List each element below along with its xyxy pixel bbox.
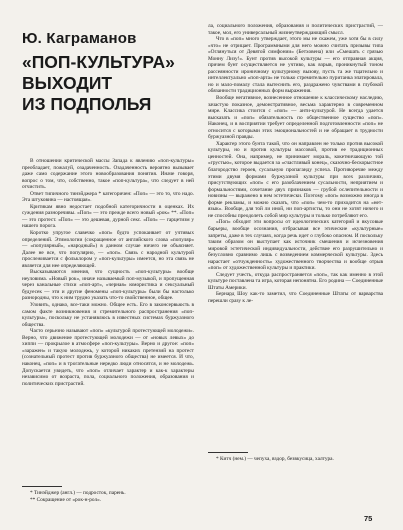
title-line-1: «ПОП-КУЛЬТУРА» <box>22 52 175 72</box>
footnotes-right <box>208 456 383 463</box>
paragraph: Часто серьезно называют «поп» «культурой протестующей молодежи». Верно, что движение протестующей молодежи — от «новых левых» до хиппи — прокрылое в атмосфере «поп-культуры». Верно и другое: «поп» «заражен» и такую молодежь, у которой никаких претензий на протест (сознательный протест против буржуазного общества) не имеется. И что, наконец, «поп» и в трогательные нередко люди относятся, и не молодежь. Допускается увидеть, что «поп» отличает характер и как-к характеры независимо от возраста, пола, социального положения, образования и политических пристрастий. <box>22 328 194 387</box>
article-author: Ю. Каграманов <box>22 30 137 47</box>
paragraph: ла, социального положения, образования и политических пристрастий, — такое, мол, его универсальный жизнеутверждающий смысл. <box>208 23 383 36</box>
footnotes-left <box>22 490 194 503</box>
page-number: 75 <box>364 514 373 523</box>
paragraph: «Поп» обходит эти вопросы от идеологических категорий и вкусовые барьеры, вообще осознания, отбрасывая все этические «культурные» запреты, даже в тех случаях, когда речь идет о глубоко опасном. И поскольку таким образом он выступает как источник смешения и исчезновения мировой эстетической индивидуальности, действие его разрушительно и безусловно сравнимо лишь с возведением коммерческой культуры. Здесь нарастает «отчужденность» художественного творчества и вообще отрыв «поп» от художественной культуры и практики. <box>208 219 383 272</box>
paragraph: Что в «поп» много утверждает, этого мы не скажем, уже хотя бы в силу «что» не отрицает. Программными для него можно считать призывы типа «Оглянуться от Девятой симфонии» (Бетховена) или «Смешать с грязью Монну Лизу!». Бунт против высокой культуры — его отправная акция, причем бунт осуществляется не учтиво, как взрыв, проникнутый тоном рассеянности ироничному культурному вызову, пусть та же тщательно и интеллектуально «поп-арта» не только стремительно пуританка эпатировала, но и мало-помалу стала вытеснить его, раздражено чувствами в глубокой обязанности традиционных форм выражения. <box>208 36 383 95</box>
paragraph: Вообще негативное, вознесенное отношение к классическому наследию, зачастую показное, демонстративное, весьма характерно в современном мире. Классика стоится с «поп» — анти-культурой. Не всегда удается высказать и «поп» обязательность по общественное существо «поп». Наконец, и в восприятии требует определенной подготовленности «поп» не относится с которыми этих эмоциональностей и не обращает в трудности буржуазной правды. <box>208 95 383 141</box>
paragraph: Ответ типичного тинэйджера * категоричен: «Поп» — это то, что надо. Эта штуковина — настоящая». <box>22 190 194 204</box>
footnote-divider-left <box>22 486 62 487</box>
paragraph: Следует учесть, откуда распространяется «поп», так как именно в этой культуре поставлена та игра, которая непонятна. Его родина — Соединенные Штаты Америки. <box>208 271 383 291</box>
paragraph: Бернард Шоу как-то заметил, что Соединенные Штаты от варварства перешли сразу к ле- <box>208 291 383 304</box>
footnote-divider-right <box>208 452 248 453</box>
footnote: * Тинэйджер (англ.) — подросток, парень. <box>30 490 126 496</box>
paragraph: В отношении критической массы Запада к явлению «поп-культуры» преобладает, пожалуй, озадаченность. Озадаченность вероятно вызывает даже само содержание этого новообразования понятия. Иначе говоря, вопрос о том, что, собственно, такое «поп-культура», что следует в ней отчистить. <box>22 158 194 191</box>
footnote: * Китч (нем.) — чепуха, вздор, безвкусица, халтура. <box>216 456 334 462</box>
paragraph: Высказываются мнения, что сущность «поп-культуры» вообще неуловима. «Новый рок», иначе называемый поп-музыкой, и пропущенная через канальные стихи «поп-арт», «черная» юмористика и сексуальный будуесек — эти и другие феномены «поп-культуры» были бы настолько разнородны, что к ним трудно указать что-то свойственное, общее. <box>22 269 194 302</box>
footnote: ** Сокращение от «рок-н-рол». <box>30 496 102 503</box>
paragraph: Характер этого бунта такой, что он направлен не только против высокой культуры, но и против культуры массовой, против ее традиционных ценностей. Она, например, не принимает мораль, кокетничающую той «грустью», которое выдается за «счастливый конец», сказочно-бескорыстное благородство героев, сусальную пропаганду успеха. Противоречие между этими двумя формами буржуазной культуры при всех различиях, присутствующих «поп» с его разоблачением сусальности, неприятием и формальностями, сочетание двух признаков — грубой ослепительности и новизны — выражено в нем эстетически. Поэтому «поп» возможно иногда в форме рекламы, и можно сказать, что «поп» чем-то приходится на «нет-язык». Вообще, для той ли иной, ни поп-артисты, то они не хотят ничего и не способны преодолеть собой мир культуры и только потребляют его. <box>208 140 383 219</box>
right-column <box>208 23 383 446</box>
paragraph: Уловить, однако, все-таки можно. Общее есть. Его в законсервьюсть в самом факте возникновения и стремительного распространения «поп-культуры», поскольку не устанявлюсь в известных системах буржуазного общества. <box>22 302 194 328</box>
title-line-3: ИЗ ПОДПОЛЬЯ <box>22 94 152 114</box>
left-column <box>22 158 194 478</box>
paragraph: Критикам явно недостает подобной категоричности в оценках. Их суждения разноречивы. «Поп» — это прежде всего новый «рок» **. «Поп» — это протест. «Поп» — это дешевая, дурной секс. «Поп» — гарцетизм у нашего порога. <box>22 203 194 230</box>
title-line-2: ВЫХОДИТ <box>22 73 113 93</box>
paragraph: Коротко упругое славечко «поп» будто успокаивает от учтивых определений. Этимологии (сокращенное от английского слова «популяр» — «популярный», «народный») в данном случае ничего не объясняет. Далее не все, что популярно, — «поп». Связь с народной культурой прослеживается с фольклором у «поп-культуры» имеется, но эта связь не является для нее определяющей. <box>22 230 194 269</box>
article-title <box>22 52 192 115</box>
